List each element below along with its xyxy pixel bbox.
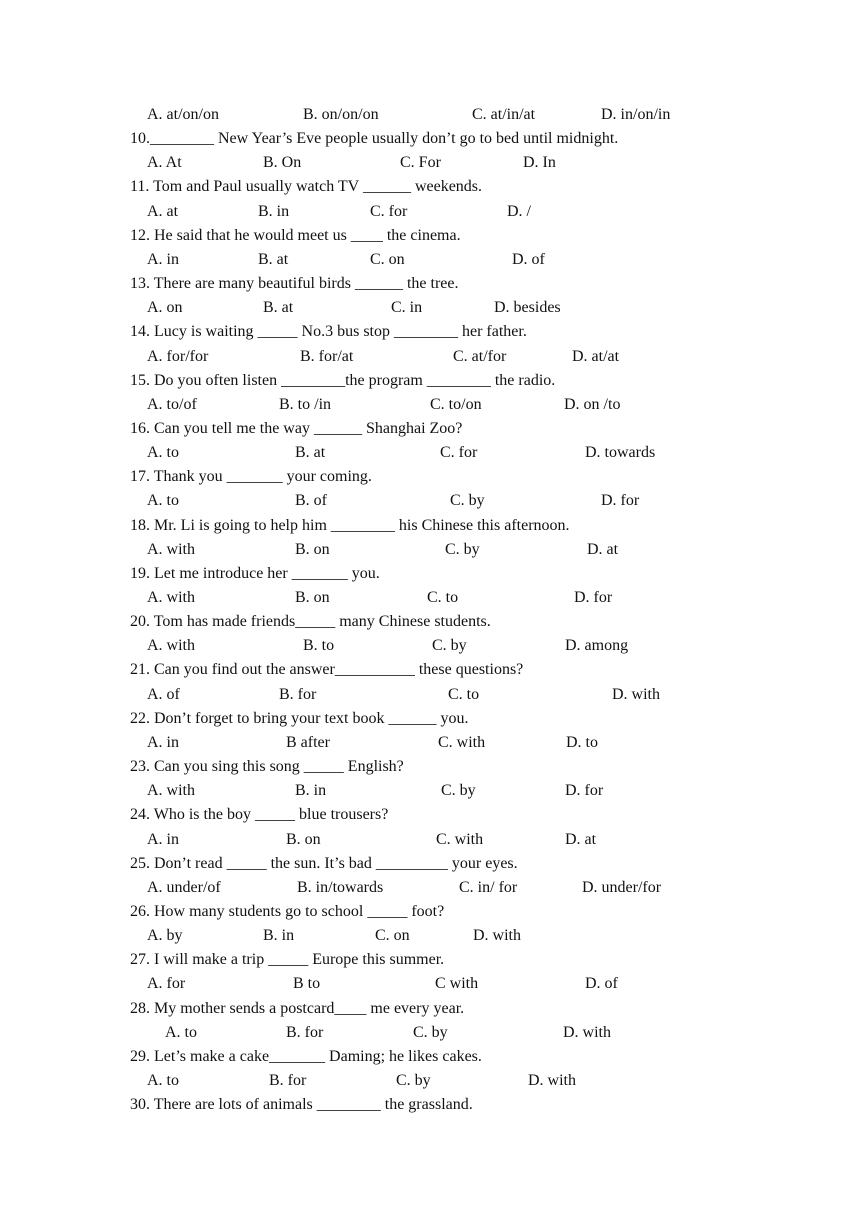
answer-option: B. for bbox=[269, 1072, 307, 1089]
answer-option: C. on bbox=[375, 927, 410, 944]
answer-option: A. under/of bbox=[147, 879, 221, 896]
answer-option: C. at/in/at bbox=[472, 106, 536, 123]
answer-option: A. with bbox=[147, 782, 195, 799]
answer-option: D. on /to bbox=[564, 396, 621, 413]
answer-option: D. under/for bbox=[582, 879, 662, 896]
answer-option: B. in bbox=[295, 782, 327, 799]
options-row bbox=[0, 973, 860, 995]
answer-option: C. to bbox=[448, 686, 480, 703]
answer-option: D. towards bbox=[585, 444, 656, 461]
answer-option: D. with bbox=[473, 927, 521, 944]
answer-option: C. to/on bbox=[430, 396, 482, 413]
answer-option: A. At bbox=[147, 154, 182, 171]
answer-option: C. at/for bbox=[453, 348, 507, 365]
question-text: 25. Don’t read _____ the sun. It’s bad _________ your eyes. bbox=[130, 855, 518, 872]
answer-option: D. at/at bbox=[572, 348, 620, 365]
answer-option: B. on bbox=[286, 831, 321, 848]
question-text: 23. Can you sing this song _____ English? bbox=[130, 758, 404, 775]
answer-option: A. with bbox=[147, 589, 195, 606]
options-row bbox=[0, 829, 860, 851]
answer-option: C. For bbox=[400, 154, 441, 171]
question-text: 18. Mr. Li is going to help him ________ his Chinese this afternoon. bbox=[130, 517, 570, 534]
answer-option: D. with bbox=[528, 1072, 576, 1089]
answer-option: B. at bbox=[263, 299, 294, 316]
answer-option: D. for bbox=[574, 589, 613, 606]
answer-option: B to bbox=[293, 975, 321, 992]
options-row bbox=[0, 732, 860, 754]
options-row bbox=[0, 587, 860, 609]
question-text: 30. There are lots of animals ________ the grassland. bbox=[130, 1096, 473, 1113]
options-row bbox=[0, 442, 860, 464]
options-row bbox=[0, 104, 860, 126]
answer-option: A. with bbox=[147, 637, 195, 654]
answer-option: A. to bbox=[147, 1072, 179, 1089]
answer-option: B. On bbox=[263, 154, 302, 171]
answer-option: B. on bbox=[295, 541, 330, 558]
answer-option: A. on bbox=[147, 299, 183, 316]
answer-option: D. In bbox=[523, 154, 556, 171]
options-row bbox=[0, 249, 860, 271]
options-row bbox=[0, 925, 860, 947]
question-text: 22. Don’t forget to bring your text book ______ you. bbox=[130, 710, 469, 727]
options-row bbox=[0, 490, 860, 512]
answer-option: A. to bbox=[147, 444, 179, 461]
question-text: 10.________ New Year’s Eve people usually don’t go to bed until midnight. bbox=[130, 130, 619, 147]
answer-option: B. to bbox=[303, 637, 335, 654]
answer-option: D. / bbox=[507, 203, 531, 220]
options-row bbox=[0, 1022, 860, 1044]
answer-option: C. by bbox=[450, 492, 485, 509]
question-text: 28. My mother sends a postcard____ me every year. bbox=[130, 1000, 465, 1017]
question-text: 14. Lucy is waiting _____ No.3 bus stop ________ her father. bbox=[130, 323, 527, 340]
answer-option: C. on bbox=[370, 251, 405, 268]
answer-option: A. in bbox=[147, 734, 179, 751]
question-text: 21. Can you find out the answer__________ these questions? bbox=[130, 661, 524, 678]
options-row bbox=[0, 635, 860, 657]
answer-option: B. on/on/on bbox=[303, 106, 379, 123]
options-row bbox=[0, 152, 860, 174]
answer-option: A. with bbox=[147, 541, 195, 558]
options-row bbox=[0, 684, 860, 706]
answer-option: D. of bbox=[585, 975, 618, 992]
options-row bbox=[0, 346, 860, 368]
answer-option: D. for bbox=[601, 492, 640, 509]
answer-option: C. in bbox=[391, 299, 423, 316]
answer-option: A. to bbox=[147, 492, 179, 509]
question-text: 11. Tom and Paul usually watch TV ______ weekends. bbox=[130, 178, 483, 195]
answer-option: A. in bbox=[147, 831, 179, 848]
question-text: 20. Tom has made friends_____ many Chinese students. bbox=[130, 613, 491, 630]
question-text: 13. There are many beautiful birds ______ the tree. bbox=[130, 275, 459, 292]
answer-option: B. in bbox=[258, 203, 290, 220]
answer-option: C. to bbox=[427, 589, 459, 606]
answer-option: D. besides bbox=[494, 299, 561, 316]
question-text: 17. Thank you _______ your coming. bbox=[130, 468, 372, 485]
question-text: 27. I will make a trip _____ Europe this summer. bbox=[130, 951, 445, 968]
answer-option: C. in/ for bbox=[459, 879, 518, 896]
options-row bbox=[0, 1070, 860, 1092]
answer-option: B. of bbox=[295, 492, 327, 509]
answer-option: A. for/for bbox=[147, 348, 209, 365]
answer-option: B. at bbox=[295, 444, 326, 461]
answer-option: D. among bbox=[565, 637, 629, 654]
question-text: 26. How many students go to school _____ foot? bbox=[130, 903, 445, 920]
options-row bbox=[0, 201, 860, 223]
answer-option: C. for bbox=[440, 444, 478, 461]
answer-option: C. by bbox=[396, 1072, 431, 1089]
answer-option: D. with bbox=[563, 1024, 611, 1041]
answer-option: D. for bbox=[565, 782, 604, 799]
answer-option: C. by bbox=[432, 637, 467, 654]
answer-option: B. in/towards bbox=[297, 879, 384, 896]
answer-option: A. to/of bbox=[147, 396, 197, 413]
answer-option: B. for bbox=[286, 1024, 324, 1041]
answer-option: A. of bbox=[147, 686, 180, 703]
question-text: 19. Let me introduce her _______ you. bbox=[130, 565, 380, 582]
answer-option: D. with bbox=[612, 686, 660, 703]
answer-option: A. for bbox=[147, 975, 186, 992]
answer-option: D. at bbox=[587, 541, 619, 558]
answer-option: C. by bbox=[441, 782, 476, 799]
answer-option: C. with bbox=[438, 734, 486, 751]
answer-option: D. to bbox=[566, 734, 598, 751]
question-text: 15. Do you often listen ________the program ________ the radio. bbox=[130, 372, 556, 389]
answer-option: B. to /in bbox=[279, 396, 332, 413]
options-row bbox=[0, 780, 860, 802]
answer-option: C. by bbox=[445, 541, 480, 558]
answer-option: D. of bbox=[512, 251, 545, 268]
answer-option: B. at bbox=[258, 251, 289, 268]
question-text: 12. He said that he would meet us ____ the cinema. bbox=[130, 227, 461, 244]
answer-option: B. for/at bbox=[300, 348, 354, 365]
answer-option: D. in/on/in bbox=[601, 106, 671, 123]
answer-option: C. by bbox=[413, 1024, 448, 1041]
options-row bbox=[0, 297, 860, 319]
question-text: 29. Let’s make a cake_______ Daming; he likes cakes. bbox=[130, 1048, 482, 1065]
question-text: 16. Can you tell me the way ______ Shanghai Zoo? bbox=[130, 420, 463, 437]
answer-option: A. to bbox=[165, 1024, 197, 1041]
answer-option: B after bbox=[286, 734, 330, 751]
answer-option: C. for bbox=[370, 203, 408, 220]
answer-option: C with bbox=[435, 975, 479, 992]
answer-option: B. for bbox=[279, 686, 317, 703]
answer-option: B. in bbox=[263, 927, 295, 944]
options-row bbox=[0, 394, 860, 416]
answer-option: A. by bbox=[147, 927, 183, 944]
answer-option: A. at/on/on bbox=[147, 106, 219, 123]
answer-option: A. in bbox=[147, 251, 179, 268]
options-row bbox=[0, 877, 860, 899]
question-text: 24. Who is the boy _____ blue trousers? bbox=[130, 806, 389, 823]
answer-option: B. on bbox=[295, 589, 330, 606]
answer-option: C. with bbox=[436, 831, 484, 848]
answer-option: A. at bbox=[147, 203, 179, 220]
answer-option: D. at bbox=[565, 831, 597, 848]
options-row bbox=[0, 539, 860, 561]
